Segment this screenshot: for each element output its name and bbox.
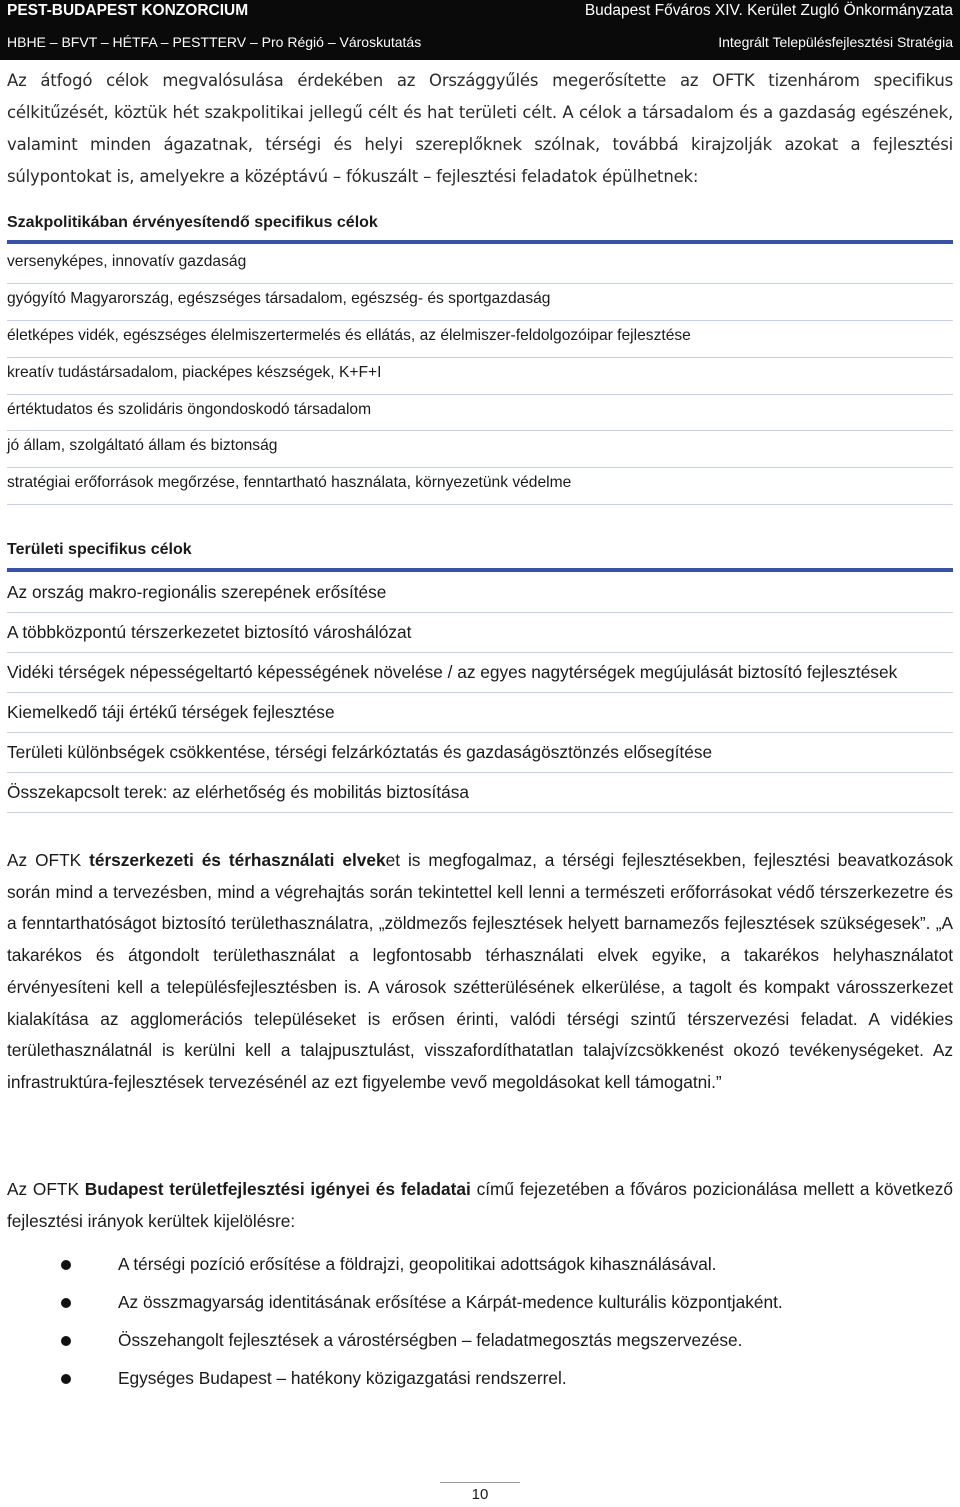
section1-rule [7,240,953,244]
sectoral-goals-list [7,247,953,505]
list-item: gyógyító Magyarország, egészséges társadalom, egészség- és sportgazdaság [7,284,953,321]
list-item: kreatív tudástársadalom, piacképes készségek, K+F+I [7,358,953,395]
principles-paragraph [7,845,953,1099]
list-item: Az összmagyarság identitásának erősítése a Kárpát-medence kulturális központjaként. [0,1287,960,1325]
list-item: Vidéki térségek népességeltartó képességének növelése / az egyes nagytérségek megújulását biztosító fejlesztések [7,653,953,693]
list-item: A térségi pozíció erősítése a földrajzi, geopolitikai adottságok kihasználásával. [0,1249,960,1287]
list-item: jó állam, szolgáltató állam és biztonság [7,431,953,468]
list-item: Egységes Budapest – hatékony közigazgatási rendszerrel. [0,1363,960,1401]
document-title: Integrált Településfejlesztési Stratégia [718,34,953,50]
principles-pre: Az OFTK [7,850,90,870]
budapest-post: című fejezetében a főváros pozicionálása mellett a következő fejlesztési irányok kerültek kijelölésre: [7,1179,953,1231]
territorial-goals-list [7,573,953,813]
list-item: Összekapcsolt terek: az elérhetőség és mobilitás biztosítása [7,773,953,813]
bullet-dot-icon [61,1298,71,1308]
principles-bold: térszerkezeti és térhasználati elvek [89,850,386,870]
bullet-dot-icon [61,1336,71,1346]
section2-rule [7,568,953,572]
budapest-bold: Budapest területfejlesztési igényei és feladatai [84,1179,471,1199]
section1-heading: Szakpolitikában érvényesítendő specifikus célok [7,214,378,231]
consortium-name: PEST-BUDAPEST KONZORCIUM [7,2,249,19]
list-item: Kiemelkedő táji értékű térségek fejlesztése [7,693,953,733]
list-item: Területi különbségek csökkentése, térségi felzárkóztatás és gazdaságösztönzés elősegítése [7,733,953,773]
partners-list: HBHE – BFVT – HÉTFA – PESTTERV – Pro Régió – Városkutatás [7,34,422,50]
intro-paragraph: Az átfogó célok megvalósulása érdekében az Országgyűlés megerősítette az OFTK tizenhárom specifikus célkitűzését, köztük hét szakpolitikai jellegű célt és hat területi célt. A célok a társadalom és a gazdaság egészének, valamint minden ágazatnak, térségi és helyi szereplőknek szólnak, továbbá kirajzolják azokat a fejlesztési súlypontokat is, amelyekre a középtávú – fókuszált – fejlesztési feladatok épülhetnek: [7,71,953,186]
budapest-pre: Az OFTK [7,1179,85,1199]
bullet-dot-icon [61,1374,71,1384]
list-item: A többközpontú térszerkezetet biztosító városhálózat [7,613,953,653]
list-item: stratégiai erőforrások megőrzése, fenntartható használata, környezetünk védelme [7,468,953,505]
development-directions-list [0,1249,960,1401]
list-item: életképes vidék, egészséges élelmiszertermelés és ellátás, az élelmiszer-feldolgozóipar fejlesztése [7,321,953,358]
section2-heading: Területi specifikus célok [7,541,192,558]
list-item: Az ország makro-regionális szerepének erősítése [7,573,953,613]
list-item: értéktudatos és szolidáris öngondoskodó társadalom [7,395,953,432]
principles-post: et is megfogalmaz, a térségi fejlesztésekben, fejlesztési beavatkozások során mind a tervezésben, mind a végrehajtás során tekintettel kell lenni a természeti erőforrásokat védő térszerkezetre és a fenntarthatóságot biztosító területhasználatra, „zöldmezős fejlesztések helyett barnamezős fejlesztések szükségesek”. „A takarékos és átgondolt területhasználat a legfontosabb térhasználati elvek egyike, a takarékos helyhasználatot érvényesíteni kell a településfejlesztésben is. A városok szétterülésének elkerülése, a tagolt és kompakt városszerkezet kialakítása az agglomerációs településeket is erősen érinti, valódi térségi szintű térszervezési feladat. A vidékies területhasználatnál is kerülni kell a talajpusztulást, visszafordíthatatlan talajvízcsökkenést okozó tevékenységeket. Az infrastruktúra-fejlesztések tervezésénél az ezt figyelembe vevő megoldásokat kell támogatni.” [7,850,953,1092]
list-item: Összehangolt fejlesztések a várostérségben – feladatmegosztás megszervezése. [0,1325,960,1363]
footer-divider [440,1482,520,1483]
client-name: Budapest Főváros XIV. Kerület Zugló Önkormányzata [584,2,953,19]
budapest-paragraph [7,1174,953,1237]
list-item: versenyképes, innovatív gazdaság [7,247,953,284]
page-header [0,0,960,60]
bullet-dot-icon [61,1260,71,1270]
page-number: 10 [471,1486,489,1503]
